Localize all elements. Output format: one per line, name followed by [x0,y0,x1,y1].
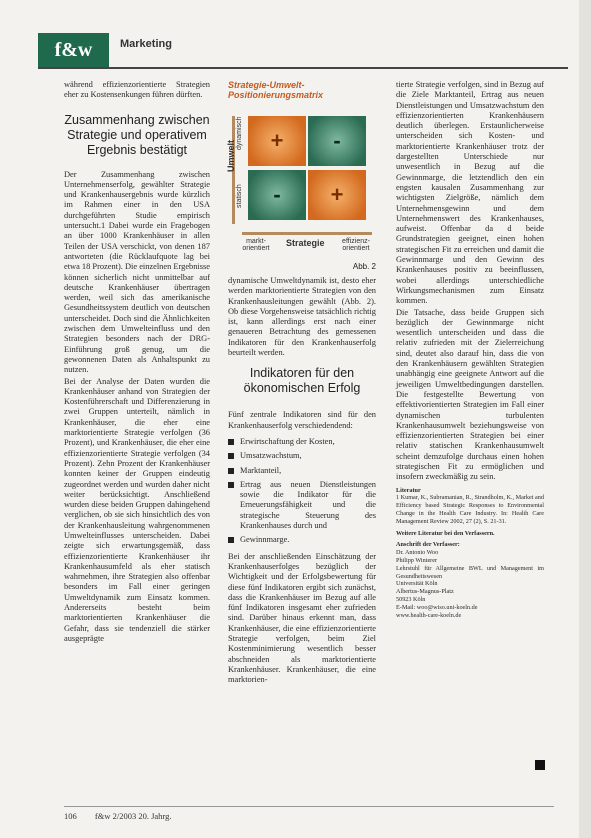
paragraph: Die Tatsache, dass beide Gruppen sich bezüglich der Gewinnmarge nicht wesentlich unterscheiden und dass die relativ zufrieden mit der Zielerreichung sind, deutet also darauf hin, dass die von den Krankenhäusern gewählten Strategien unabhängig eine geeignete Antwort auf die jeweiligen Umweltbedingungen darstellen. Die festgestellte Bewertung von effektivorientierten Strategien im Fall einer dynamischen turbulenten Krankenhausumwelt beziehungsweise von effizienzorientierten Strategien bei einer relativ statischen Krankenhausumwelt scheint demzufolge durchaus einen hohen strategischen Fit zu ermöglichen und insofern zweckmäßig zu sein. [396,307,544,482]
author-website: www.health-care-koeln.de [396,611,462,619]
x-left-label: markt-orientiert [242,238,270,252]
author-line: 50923 Köln [396,595,426,603]
list-item: Ertrag aus neuen Dienstleistungen sowie die Indikator für die Erneuerungsfähigkeit und die strategische Steuerung des Krankenhauses durch und [228,480,376,531]
author-email: E-Mail: woo@wiso.uni-koeln.de [396,603,478,611]
x-axis-arrow [242,232,372,235]
authors-title: Anschrift der Verfasser: [396,541,460,549]
page-number: 106 [64,811,77,821]
end-mark-icon [535,760,545,770]
intro-text: während effizienzorientierte Strategien eher zu Kostensenkungen führen dürften. [64,80,210,100]
author-line: Universität Köln [396,580,438,588]
column-1 [64,80,210,645]
quadrant-bottom-right: + [308,170,366,220]
author-line: Lehrstuhl für Allgemeine BWL und Management im Gesundheitswesen [396,564,544,580]
literature-entry: 1 Kumar, K., Subramanian, R., Strandholm, K., Market and Efficiency based Strategic Responses to Environmental Change in the Health Care Industry. In: Health Care Management Review 2002, 27 (2), S. 21-31. [396,494,544,525]
y-top-label: dynamisch [236,116,243,150]
page-footer [64,811,171,821]
y-bottom-label: statisch [236,184,243,208]
section-title: Marketing [120,38,172,50]
footer-rule [64,806,554,807]
matrix-grid [242,114,370,228]
page-edge [579,0,591,838]
figure-title: Strategie-Umwelt-Positionierungsmatrix [228,80,324,100]
figure-caption: Abb. 2 [352,262,376,271]
indicator-list [228,437,376,546]
author-line: Dr. Antonio Woo [396,549,439,557]
x-axis-label: Strategie [286,238,325,248]
strategy-matrix-figure [226,80,376,271]
column-2 [228,276,376,687]
author-line: Philipp Winterer [396,556,438,564]
paragraph: Bei der Analyse der Daten wurden die Krankenhäuser anhand von Strategien der Kostenführerschaft und Differenzierung in zwei Gruppen unterteilt, nämlich in Krankenhäuser, die eher eine marktorientierte Strategie verfolgen (36 Prozent), und Krankenhäuser, die eher eine effizienzorientierte Strategie verfolgen (34 Prozent). Zehn Prozent der Krankenhäuser konnten keiner der Gruppen eindeutig zugeordnet werden und wurden daher nicht weiter berücksichtigt. Anschließend wurden diese beiden Gruppen dahingehend verglichen, ob sie sich hinsichtlich des von der Krankenhausleitung wahrgenommenen Umwelteinflusses unterscheiden. Dabei zeigte sich erwartungsgemäß, dass effizienzorientierte Krankenhäuser ihr Krankenhausumfeld als eher statisch wahrnehmen, ihre Strategien also offenbar besonders im Fall einer geringen Umweltdynamik zum Einsatz kommen. Andererseits besteht beim marktorientierten Krankenhäuser die Gefahr, dass sie tendenziell die stärker ausgeprägte [64,376,210,643]
header-rule [38,67,568,69]
author-line: Albertus-Magnus-Platz [396,588,454,596]
heading-indikatoren: Indikatoren für den ökonomischen Erfolg [243,366,361,396]
y-axis-label: Umwelt [226,139,236,172]
list-item: Erwirtschaftung der Kosten, [228,437,376,447]
quadrant-bottom-left: - [248,170,306,220]
paragraph: Fünf zentrale Indikatoren sind für den Krankenhauserfolg verschiedendend: [228,410,376,430]
list-item: Umsatzwachstum, [228,451,376,461]
more-literature: Weitere Literatur bei den Verfassern. [396,529,495,537]
paragraph: dynamische Umweltdynamik ist, desto eher werden marktorientierte Strategien von den Krankenhausleitungen gewählt (Abb. 2). Ob diese Vorgehensweise tatsächlich richtig ist, kann allerdings erst nach einer genaueren Betrachtung des gemessenen Indikatoren für den Krankenhauserfolg beurteilt werden. [228,276,376,358]
list-item: Marktanteil, [228,466,376,476]
paragraph: Der Zusammenhang zwischen Unternehmenserfolg, gewählter Strategie und Krankenhausergebnis wurde kürzlich im Rahmen einer in den USA durchgeführten Studie empirisch untersucht.1 Dabei wurde ein Fragebogen an über 1000 Krankenhäuser in allen Teilen der USA verschickt, von denen 187 antworteten (die Rücklaufquote lag bei etwa 18 Prozent). Die einzelnen Ergebnisse können sicherlich nicht unmittelbar auf deutsche Krankenhäuser übertragen werden, weil sich das amerikanische Gesundheitssystem deutlich von deutschen unterscheidet. Doch sind die Ähnlichkeiten zwischen dem Umwelteinfluss und den Strategien besonders nach der DRG-Einführung groß genug, um die gewonnenen Daten als Anhaltspunkt zu nutzen. [64,169,210,375]
journal-issue: f&w 2/2003 20. Jahrg. [94,811,172,821]
literature-title: Literatur [396,486,421,494]
heading-zusammenhang: Zusammenhang zwischen Strategie und operativem Ergebnis bestätigt [64,112,210,157]
quadrant-top-left: + [248,116,306,166]
column-3 [396,80,544,619]
journal-logo: f&w [38,33,109,67]
list-item: Gewinnmarge. [228,535,376,545]
paragraph: Bei der anschließenden Einschätzung der Krankenhauserfolges bezüglich der Wichtigkeit und der Erfolgsbewertung für diese fünf Indikatoren ergibt sich zunächst, dass die Krankenhäuser im Bezug auf alle fünf Indikatoren insgesamt eher zufrieden sind. Darüber hinaus erkennt man, dass Krankenhäuser, die eine effizienzorientierte Strategie verfolgen, beim Ziel Kostenminimierung wesentlich besser abschneiden als marktorientierte Krankenhäuser. Krankenhäuser, die eine marktorien- [228,551,376,685]
x-right-label: effizienz-orientiert [342,238,370,252]
quadrant-top-right: - [308,116,366,166]
paragraph: tierte Strategie verfolgen, sind in Bezug auf die Ziele Marktanteil, Ertrag aus neuen Dienstleistungen und Umsatzwachstum den effizienzorientierten Krankenhäusern deutlich überlegen. Erstaunlicherweise unterscheiden sich Kosten- und marktorientierte Krankenhäuser trotz der dargestellten Unterschiede nur unwesentlich in Bezug auf die Gewinnmarge, die letztendlich den ein engsten kausalen Zusammenhang zur wichtigsten Zielgröße, nämlich dem Unternehmensgewinn und dem Unternehmenswert des Krankenhauses, aufweist. Offenbar da d beide Grundstrategien geeignet, einen hohen strategischen Fit zu erreichen und damit die Gewinnmarge und den Gewinn des Krankenhauses positiv zu beeinflussen, wobei allerdings unterschiedliche Wirkungsmechanismen zum Einsatz kommen. [396,80,544,306]
